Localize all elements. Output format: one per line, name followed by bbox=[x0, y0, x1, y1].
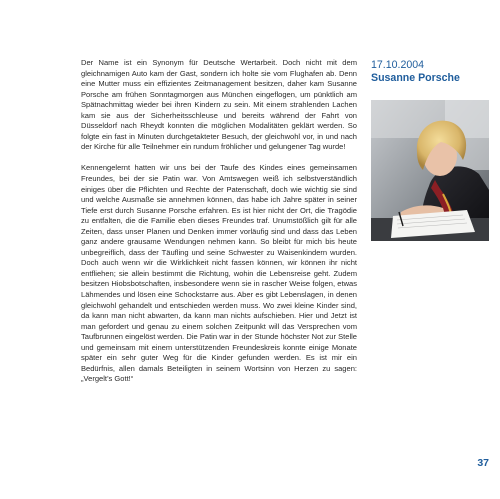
article-sidebar bbox=[371, 58, 481, 85]
page-number: 37 bbox=[477, 457, 489, 469]
guest-name: Susanne Porsche bbox=[371, 72, 460, 84]
article-paragraph-2: Kennengelernt hatten wir uns bei der Taufe des Kindes eines gemeinsamen Freundes, bei der sie Patin war. Von Amtswegen weiß ich selbstverständlich einiges über die Pflichten und Rechte der Patenschaft, doch wie wichtig sie sind und welche Ausmaße sie annehmen können, das habe ich Jahre später in seiner Tiefe erst durch Susanne Porsche erfahren. Es ist hier nicht der Ort, die Tragödie zu entfalten, die die Familie eben dieses Freundes traf. Unumstößlich gilt für alle Zeiten, dass unser Planen und Denken immer vorläufig sind und dass das Leben ganz andere grausame Wendungen nehmen kann. So bleibt für mich bis heute unbegreiflich, dass der Täufling und seine Schwester zu Waisenkindern wurden. Doch auch wenn wir die Wirklichkeit nicht fassen können, wir können ihr nicht entfliehen; sie allein bestimmt die Richtung, wohin die Lebensreise geht. Zudem besitzen Hiobsbotschaften, insbesondere wenn sie in rascher Weise folgen, etwas Lähmendes und lösen eine Schockstarre aus. Aber es gibt Lebenslagen, in denen gleichwohl gehandelt und entschieden werden muss. Wo zwei kleine Kinder sind, da kann man nicht abwarten, da kann man nichts aufschieben. Hier und Jetzt ist man gefordert und genau zu einem solchen Zeitpunkt will das Versprechen vom Taufbrunnen eingelöst werden. Die Patin war in der Stunde höchster Not zur Stelle und gemeinsam mit einem unterstützenden Freundeskreis konnte einige Monate später ein sehr guter Weg für die Kinder gefunden werden. Es ist mir ein Bedürfnis, allen damals Beteiligten in seinem Wortsinn von Herzen zu sagen: „Vergelt’s Gott!“ bbox=[81, 163, 357, 384]
guest-photo bbox=[371, 100, 489, 241]
article-paragraph-1: Der Name ist ein Synonym für Deutsche Wertarbeit. Doch nicht mit dem gleichnamigen Auto kam der Gast, sondern ich holte sie vom Flughafen ab. Denn eine Mutter muss ein effizientes Zeitmanagement besitzen, daher kam Susanne Porsche am frühen Sonntagmorgen aus München eingeflogen, um pünktlich am Spätnachmittag wieder bei ihren Kindern zu sein. Mit einem strahlenden Lachen kam sie aus der Sicherheitsschleuse und bereits während der Fahrt von Düsseldorf nach Rheydt konnten die möglichen Modalitäten geklärt werden. So folgte ein fast in Minuten durchgetakteter Besuch, der gleichwohl vor, in und nach der Kirche für alle Teilnehmer ein rundum fröhlicher und gelungener Tag wurde! bbox=[81, 58, 357, 152]
entry-date: 17.10.2004 bbox=[371, 59, 425, 71]
article-body bbox=[81, 58, 357, 385]
